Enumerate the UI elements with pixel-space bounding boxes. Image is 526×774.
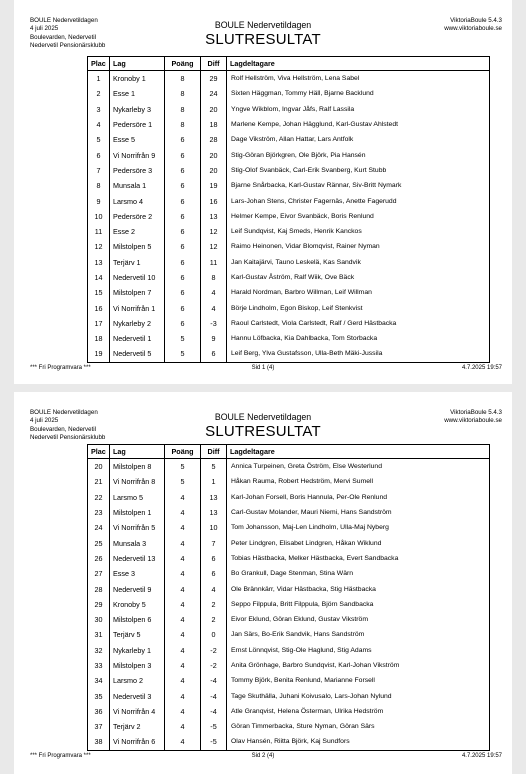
cell-poang: 6	[165, 163, 201, 178]
results-table	[87, 56, 490, 363]
table-row	[88, 704, 490, 719]
cell-plac: 37	[88, 719, 110, 734]
cell-diff: 5	[201, 459, 227, 475]
cell-poang: 4	[165, 612, 201, 627]
cell-lag: Nykarleby 1	[110, 643, 165, 658]
cell-lagdeltagare: Atle Granqvist, Helena Österman, Ulrika Hedström	[231, 707, 384, 715]
cell-lag: Esse 2	[110, 224, 165, 239]
cell-diff: -5	[201, 719, 227, 734]
cell-poang: 8	[165, 86, 201, 101]
cell-lag: Esse 1	[110, 86, 165, 101]
cell-lagdeltagare: Marlene Kempe, Johan Hägglund, Karl-Gustav Ahlstedt	[231, 121, 398, 129]
cell-poang: 4	[165, 597, 201, 612]
table-row	[88, 535, 490, 550]
event-venue: Boulevarden, Nedervetil	[30, 425, 97, 433]
cell-diff: 13	[201, 209, 227, 224]
cell-diff: 28	[201, 132, 227, 147]
cell-lagdeltagare: Olav Hansén, Riitta Björk, Kaj Sundfors	[231, 738, 350, 746]
result-title: SLUTRESULTAT	[205, 423, 321, 440]
cell-lagdeltagare: Sixten Häggman, Tommy Häll, Bjarne Backlund	[231, 90, 374, 98]
table-row	[88, 505, 490, 520]
cell-poang: 6	[165, 316, 201, 331]
table-row	[88, 209, 490, 224]
table-row	[88, 331, 490, 346]
footer-freeware: *** Fri Programvara ***	[30, 365, 91, 371]
cell-diff: 20	[201, 147, 227, 162]
cell-poang: 6	[165, 224, 201, 239]
table-row	[88, 255, 490, 270]
cell-poang: 4	[165, 581, 201, 596]
cell-diff: 2	[201, 612, 227, 627]
cell-lagdeltagare: Jan Särs, Bo-Erik Sandvik, Hans Sandström	[231, 631, 365, 639]
cell-lagdeltagare: Ole Brännkärr, Vidar Hästbacka, Stig Hästbacka	[231, 585, 376, 593]
cell-plac: 27	[88, 566, 110, 581]
cell-diff: 13	[201, 490, 227, 505]
header-lag: Lag	[110, 445, 165, 459]
cell-lag: Nykarleby 2	[110, 316, 165, 331]
result-title: SLUTRESULTAT	[205, 31, 321, 48]
table-row	[88, 147, 490, 162]
cell-diff: -2	[201, 643, 227, 658]
cell-lagdeltagare: Raimo Heinonen, Vidar Blomqvist, Rainer Nyman	[231, 243, 380, 251]
cell-diff: 29	[201, 71, 227, 87]
table-row	[88, 224, 490, 239]
cell-lag: Pedersöre 1	[110, 117, 165, 132]
cell-diff: 10	[201, 520, 227, 535]
cell-diff: 6	[201, 551, 227, 566]
cell-plac: 1	[88, 71, 110, 87]
cell-diff: 13	[201, 505, 227, 520]
header-poang: Poäng	[165, 57, 201, 71]
event-venue: Boulevarden, Nedervetil	[30, 33, 97, 41]
cell-plac: 14	[88, 270, 110, 285]
cell-plac: 3	[88, 102, 110, 117]
cell-lag: Terjärv 1	[110, 255, 165, 270]
cell-diff: 19	[201, 178, 227, 193]
table-row	[88, 566, 490, 581]
table-row	[88, 132, 490, 147]
cell-lagdeltagare: Ernst Lönnqvist, Stig-Ole Haglund, Stig Adams	[231, 646, 372, 654]
cell-lag: Vi Norrifrån 6	[110, 734, 165, 750]
table-row	[88, 612, 490, 627]
cell-plac: 8	[88, 178, 110, 193]
cell-lag: Larsmo 4	[110, 193, 165, 208]
event-title: BOULE Nedervetildagen	[214, 20, 312, 30]
cell-lag: Kronoby 1	[110, 71, 165, 87]
cell-lag: Milstolpen 7	[110, 285, 165, 300]
table-row	[88, 102, 490, 117]
cell-lagdeltagare: Börje Lindholm, Egon Biskop, Leif Stenkvist	[231, 304, 363, 312]
cell-diff: 16	[201, 193, 227, 208]
cell-plac: 24	[88, 520, 110, 535]
cell-lagdeltagare: Harald Nordman, Barbro Willman, Leif Willman	[231, 289, 372, 297]
cell-lag: Terjärv 2	[110, 719, 165, 734]
table-row	[88, 178, 490, 193]
cell-diff: -4	[201, 704, 227, 719]
cell-poang: 8	[165, 117, 201, 132]
cell-plac: 25	[88, 535, 110, 550]
cell-plac: 4	[88, 117, 110, 132]
cell-lagdeltagare: Dage Vikström, Allan Hattar, Lars Antfolk	[231, 136, 354, 144]
table-row	[88, 520, 490, 535]
table-row	[88, 551, 490, 566]
cell-lag: Milstolpen 5	[110, 239, 165, 254]
cell-plac: 28	[88, 581, 110, 596]
cell-plac: 13	[88, 255, 110, 270]
website-link[interactable]: www.viktoriaboule.se	[444, 417, 502, 425]
cell-poang: 4	[165, 505, 201, 520]
table-row	[88, 193, 490, 208]
cell-lag: Milstolpen 8	[110, 459, 165, 475]
cell-plac: 7	[88, 163, 110, 178]
cell-diff: 7	[201, 535, 227, 550]
result-page-1	[14, 0, 512, 384]
header-poang: Poäng	[165, 445, 201, 459]
cell-poang: 4	[165, 658, 201, 673]
table-row	[88, 581, 490, 596]
cell-poang: 4	[165, 704, 201, 719]
cell-lagdeltagare: Lars-Johan Stens, Christer Fagernäs, Anette Fagerudd	[231, 197, 397, 205]
table-header-row	[88, 57, 490, 71]
cell-diff: 24	[201, 86, 227, 101]
cell-plac: 20	[88, 459, 110, 475]
cell-diff: -2	[201, 658, 227, 673]
cell-plac: 34	[88, 673, 110, 688]
software-version: ViktoriaBoule 5.4.3	[450, 409, 502, 416]
cell-plac: 19	[88, 346, 110, 362]
cell-poang: 6	[165, 300, 201, 315]
table-row	[88, 719, 490, 734]
cell-poang: 5	[165, 331, 201, 346]
cell-lag: Larsmo 2	[110, 673, 165, 688]
cell-plac: 29	[88, 597, 110, 612]
event-name: BOULE Nedervetildagen	[30, 17, 98, 24]
cell-lagdeltagare: Tage Skuthälla, Juhani Koivusalo, Lars-Johan Nylund	[231, 692, 392, 700]
header-lagdeltagare: Lagdeltagare	[227, 57, 490, 71]
cell-lagdeltagare: Helmer Kempe, Eivor Svanbäck, Boris Renlund	[231, 212, 374, 220]
cell-lagdeltagare: Seppo Filppula, Britt Filppula, Björn Sandbacka	[231, 600, 374, 608]
table-row	[88, 688, 490, 703]
cell-lag: Nedervetil 3	[110, 688, 165, 703]
cell-lagdeltagare: Eivor Eklund, Göran Eklund, Gustav Vikström	[231, 616, 369, 624]
website-link[interactable]: www.viktoriaboule.se	[444, 25, 502, 33]
cell-lagdeltagare: Håkan Rauma, Robert Hedström, Mervi Sumell	[231, 478, 374, 486]
cell-lag: Kronoby 5	[110, 597, 165, 612]
header-lagdeltagare: Lagdeltagare	[227, 445, 490, 459]
table-row	[88, 643, 490, 658]
table-row	[88, 597, 490, 612]
cell-lagdeltagare: Tobias Hästbacka, Melker Hästbacka, Evert Sandbacka	[231, 554, 399, 562]
cell-diff: -3	[201, 316, 227, 331]
cell-plac: 12	[88, 239, 110, 254]
cell-plac: 31	[88, 627, 110, 642]
cell-poang: 4	[165, 719, 201, 734]
cell-lagdeltagare: Hannu Löfbacka, Kia Dahlbacka, Tom Storbacka	[231, 335, 378, 343]
cell-poang: 4	[165, 673, 201, 688]
cell-lagdeltagare: Stig-Göran Björkgren, Ole Björk, Pia Hansén	[231, 151, 366, 159]
cell-poang: 4	[165, 688, 201, 703]
cell-poang: 6	[165, 178, 201, 193]
footer-date: 4.7.2025 19:57	[461, 753, 502, 759]
event-title: BOULE Nedervetildagen	[214, 412, 312, 422]
cell-lag: Larsmo 5	[110, 490, 165, 505]
cell-plac: 33	[88, 658, 110, 673]
footer-freeware: *** Fri Programvara ***	[30, 753, 91, 759]
table-row	[88, 163, 490, 178]
cell-plac: 15	[88, 285, 110, 300]
cell-lagdeltagare: Raoul Carlstedt, Viola Carlstedt, Ralf / Gerd Hästbacka	[231, 319, 397, 327]
table-body	[88, 71, 490, 363]
cell-diff: 20	[201, 102, 227, 117]
cell-poang: 5	[165, 346, 201, 362]
cell-diff: 4	[201, 300, 227, 315]
cell-lag: Vi Norrifrån 8	[110, 474, 165, 489]
cell-lag: Nedervetil 1	[110, 331, 165, 346]
cell-poang: 4	[165, 566, 201, 581]
cell-lagdeltagare: Bjarne Snårbacka, Karl-Gustav Rännar, Siv-Britt Nymark	[231, 182, 402, 190]
cell-plac: 18	[88, 331, 110, 346]
table-row	[88, 71, 490, 87]
table-row	[88, 490, 490, 505]
cell-poang: 4	[165, 490, 201, 505]
cell-diff: 1	[201, 474, 227, 489]
cell-plac: 11	[88, 224, 110, 239]
cell-lag: Vi Norrifrån 1	[110, 300, 165, 315]
cell-lag: Terjärv 5	[110, 627, 165, 642]
cell-lagdeltagare: Bo Grankull, Dage Stenman, Stina Wärn	[231, 570, 354, 578]
cell-poang: 6	[165, 209, 201, 224]
table-row	[88, 316, 490, 331]
cell-lagdeltagare: Annica Turpeinen, Greta Öström, Else Westerlund	[231, 463, 382, 471]
cell-diff: -4	[201, 688, 227, 703]
event-organizer: Nedervetil Pensionärsklubb	[30, 433, 106, 441]
event-date: 4 juli 2025	[30, 25, 59, 33]
cell-plac: 36	[88, 704, 110, 719]
table-header-row	[88, 445, 490, 459]
cell-lag: Esse 5	[110, 132, 165, 147]
cell-diff: 4	[201, 581, 227, 596]
cell-lag: Nedervetil 9	[110, 581, 165, 596]
page-number: Sid 1 (4)	[251, 365, 275, 371]
cell-lagdeltagare: Anita Grönhage, Barbro Sundqvist, Karl-Johan Vikström	[231, 662, 400, 669]
cell-poang: 5	[165, 459, 201, 475]
cell-lag: Milstolpen 1	[110, 505, 165, 520]
cell-lag: Nedervetil 13	[110, 551, 165, 566]
cell-lagdeltagare: Leif Sundqvist, Kaj Smeds, Henrik Kanckos	[231, 228, 362, 236]
cell-poang: 6	[165, 147, 201, 162]
page-number: Sid 2 (4)	[251, 753, 275, 759]
footer-date: 4.7.2025 19:57	[461, 365, 502, 371]
cell-lagdeltagare: Yngve Wikblom, Ingvar Jåfs, Ralf Lassila	[231, 105, 355, 113]
cell-poang: 6	[165, 285, 201, 300]
cell-lagdeltagare: Tom Johansson, Maj-Len Lindholm, Ulla-Maj Nyberg	[231, 524, 389, 532]
software-info	[444, 17, 502, 34]
cell-lagdeltagare: Karl-Gustav Åström, Ralf Wiik, Ove Bäck	[231, 274, 355, 281]
cell-lagdeltagare: Peter Lindgren, Elisabet Lindgren, Håkan Wiklund	[231, 539, 382, 547]
cell-lagdeltagare: Jan Kaitajärvi, Tauno Leskelä, Kas Sandvik	[231, 258, 361, 266]
cell-plac: 2	[88, 86, 110, 101]
cell-lag: Vi Norrifrån 9	[110, 147, 165, 162]
table-row	[88, 627, 490, 642]
table-row	[88, 658, 490, 673]
cell-lagdeltagare: Stig-Olof Svanbäck, Carl-Erik Svanberg, Kurt Stubb	[231, 166, 387, 174]
table-row	[88, 270, 490, 285]
cell-lagdeltagare: Carl-Gustav Molander, Mauri Niemi, Hans Sandström	[231, 509, 392, 517]
table-body	[88, 459, 490, 751]
cell-lag: Nykarleby 3	[110, 102, 165, 117]
cell-poang: 4	[165, 643, 201, 658]
cell-diff: 18	[201, 117, 227, 132]
cell-poang: 6	[165, 255, 201, 270]
cell-poang: 4	[165, 551, 201, 566]
cell-diff: 20	[201, 163, 227, 178]
cell-poang: 6	[165, 270, 201, 285]
cell-diff: 12	[201, 239, 227, 254]
cell-plac: 32	[88, 643, 110, 658]
cell-poang: 4	[165, 627, 201, 642]
cell-lagdeltagare: Göran Timmerbacka, Sture Nyman, Göran Särs	[231, 723, 375, 731]
title-block	[14, 20, 512, 48]
cell-poang: 6	[165, 132, 201, 147]
cell-poang: 6	[165, 239, 201, 254]
cell-lagdeltagare: Tommy Björk, Benita Renlund, Marianne Forsell	[231, 677, 375, 685]
table-row	[88, 117, 490, 132]
table-row	[88, 300, 490, 315]
cell-lagdeltagare: Rolf Hellström, Viva Hellström, Lena Sabel	[231, 75, 360, 83]
cell-lag: Vi Norrifrån 5	[110, 520, 165, 535]
cell-plac: 16	[88, 300, 110, 315]
cell-poang: 4	[165, 734, 201, 750]
event-date: 4 juli 2025	[30, 417, 59, 425]
cell-plac: 10	[88, 209, 110, 224]
cell-plac: 17	[88, 316, 110, 331]
cell-lagdeltagare: Karl-Johan Forsell, Boris Hannula, Per-Ole Renlund	[231, 493, 388, 501]
event-name: BOULE Nedervetildagen	[30, 409, 98, 416]
header-plac: Plac	[88, 57, 110, 71]
header-plac: Plac	[88, 445, 110, 459]
cell-plac: 38	[88, 734, 110, 750]
table-row	[88, 346, 490, 362]
cell-diff: 6	[201, 566, 227, 581]
cell-poang: 8	[165, 102, 201, 117]
cell-poang: 8	[165, 71, 201, 87]
cell-plac: 22	[88, 490, 110, 505]
cell-lag: Nedervetil 10	[110, 270, 165, 285]
cell-poang: 5	[165, 474, 201, 489]
table-row	[88, 239, 490, 254]
cell-plac: 26	[88, 551, 110, 566]
cell-poang: 4	[165, 520, 201, 535]
cell-lag: Pedersöre 3	[110, 163, 165, 178]
table-row	[88, 673, 490, 688]
software-version: ViktoriaBoule 5.4.3	[450, 17, 502, 24]
cell-diff: -4	[201, 673, 227, 688]
cell-diff: 8	[201, 270, 227, 285]
table-row	[88, 285, 490, 300]
cell-lag: Vi Norrifrån 4	[110, 704, 165, 719]
cell-diff: 12	[201, 224, 227, 239]
event-organizer: Nedervetil Pensionärsklubb	[30, 41, 106, 49]
cell-poang: 4	[165, 535, 201, 550]
cell-plac: 35	[88, 688, 110, 703]
cell-plac: 30	[88, 612, 110, 627]
cell-plac: 9	[88, 193, 110, 208]
cell-lag: Pedersöre 2	[110, 209, 165, 224]
table-row	[88, 734, 490, 750]
cell-lag: Milstolpen 6	[110, 612, 165, 627]
table-row	[88, 459, 490, 475]
cell-diff: 11	[201, 255, 227, 270]
cell-lag: Munsala 3	[110, 535, 165, 550]
cell-diff: 9	[201, 331, 227, 346]
cell-diff: 0	[201, 627, 227, 642]
software-info	[444, 409, 502, 426]
cell-diff: 4	[201, 285, 227, 300]
cell-plac: 5	[88, 132, 110, 147]
header-diff: Diff	[201, 57, 227, 71]
cell-lag: Milstolpen 3	[110, 658, 165, 673]
cell-plac: 23	[88, 505, 110, 520]
cell-plac: 6	[88, 147, 110, 162]
cell-diff: -5	[201, 734, 227, 750]
cell-lag: Nedervetil 5	[110, 346, 165, 362]
header-lag: Lag	[110, 57, 165, 71]
result-page-2	[14, 392, 512, 774]
cell-poang: 6	[165, 193, 201, 208]
results-table	[87, 444, 490, 751]
table-row	[88, 86, 490, 101]
title-block	[14, 412, 512, 440]
cell-lag: Esse 3	[110, 566, 165, 581]
cell-plac: 21	[88, 474, 110, 489]
header-diff: Diff	[201, 445, 227, 459]
cell-diff: 6	[201, 346, 227, 362]
cell-lag: Munsala 1	[110, 178, 165, 193]
cell-diff: 2	[201, 597, 227, 612]
table-row	[88, 474, 490, 489]
cell-lagdeltagare: Leif Berg, Ylva Gustafsson, Ulla-Beth Mäki-Jussila	[231, 350, 383, 358]
